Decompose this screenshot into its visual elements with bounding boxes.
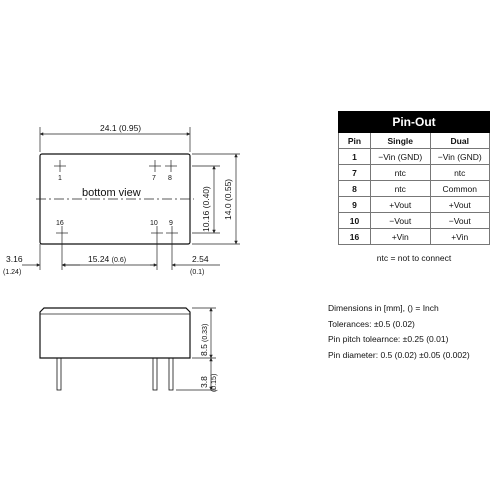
pinout-table bbox=[338, 111, 490, 245]
pin-1 bbox=[54, 160, 66, 182]
pin-7 bbox=[149, 160, 161, 182]
right-pitch-label: 2.54 bbox=[192, 254, 209, 264]
table-row: 9 +Vout +Vout bbox=[339, 197, 490, 213]
note-pin-pitch: Pin pitch tolearnce: ±0.25 (0.01) bbox=[328, 334, 449, 344]
table-row: 8 ntc Common bbox=[339, 181, 490, 197]
note-pin-diameter: Pin diameter: 0.5 (0.02) ±0.05 (0.002) bbox=[328, 349, 470, 360]
row-pitch-label: 10.16 (0.40) bbox=[201, 186, 211, 232]
svg-text:8: 8 bbox=[168, 175, 172, 182]
side-pin-left bbox=[57, 358, 61, 390]
svg-text:9: 9 bbox=[169, 220, 173, 227]
side-view bbox=[40, 308, 218, 392]
svg-text:7: 7 bbox=[152, 175, 156, 182]
table-row: 1 −Vin (GND) −Vin (GND) bbox=[339, 149, 490, 165]
side-pin-right bbox=[169, 358, 173, 390]
svg-text:1: 1 bbox=[58, 175, 62, 182]
col-single: Single bbox=[371, 133, 431, 149]
pin-8 bbox=[165, 160, 177, 182]
pin-length-label-in: (0.15) bbox=[211, 373, 218, 392]
pitch-label: 15.24 (0.6) bbox=[88, 254, 127, 264]
pin-16 bbox=[56, 220, 68, 240]
side-pin-mid bbox=[153, 358, 157, 390]
svg-text:16: 16 bbox=[56, 220, 64, 227]
right-pitch-label-in: (0.1) bbox=[190, 269, 205, 276]
col-pin: Pin bbox=[339, 133, 371, 149]
pin-9 bbox=[166, 220, 178, 240]
pinout-title: Pin-Out bbox=[339, 112, 490, 133]
height-label: 14.0 (0.55) bbox=[223, 178, 233, 220]
svg-text:10: 10 bbox=[150, 220, 158, 227]
col-dual: Dual bbox=[430, 133, 490, 149]
dimension-notes bbox=[328, 301, 470, 363]
table-row: 10 −Vout −Vout bbox=[339, 213, 490, 229]
module-body-side bbox=[40, 308, 190, 358]
pin-length-label: 3.8 bbox=[199, 376, 209, 388]
table-row: 7 ntc ntc bbox=[339, 165, 490, 181]
body-height-label: 8.5 bbox=[199, 344, 209, 356]
ntc-note: ntc = not to connect bbox=[376, 253, 452, 263]
left-offset-label-in: (1.24) bbox=[3, 269, 22, 276]
pin-10 bbox=[150, 220, 163, 240]
view-label: bottom view bbox=[82, 187, 141, 199]
bottom-view bbox=[3, 123, 240, 276]
note-units: Dimensions in [mm], () = Inch bbox=[328, 303, 439, 313]
width-dim-label: 24.1 (0.95) bbox=[100, 123, 142, 133]
table-row: 16 +Vin +Vin bbox=[339, 229, 490, 245]
left-offset-label: 3.16 bbox=[6, 254, 23, 264]
note-tolerances: Tolerances: ±0.5 (0.02) bbox=[328, 318, 415, 329]
body-height-label-in: (0.33) bbox=[202, 323, 209, 342]
